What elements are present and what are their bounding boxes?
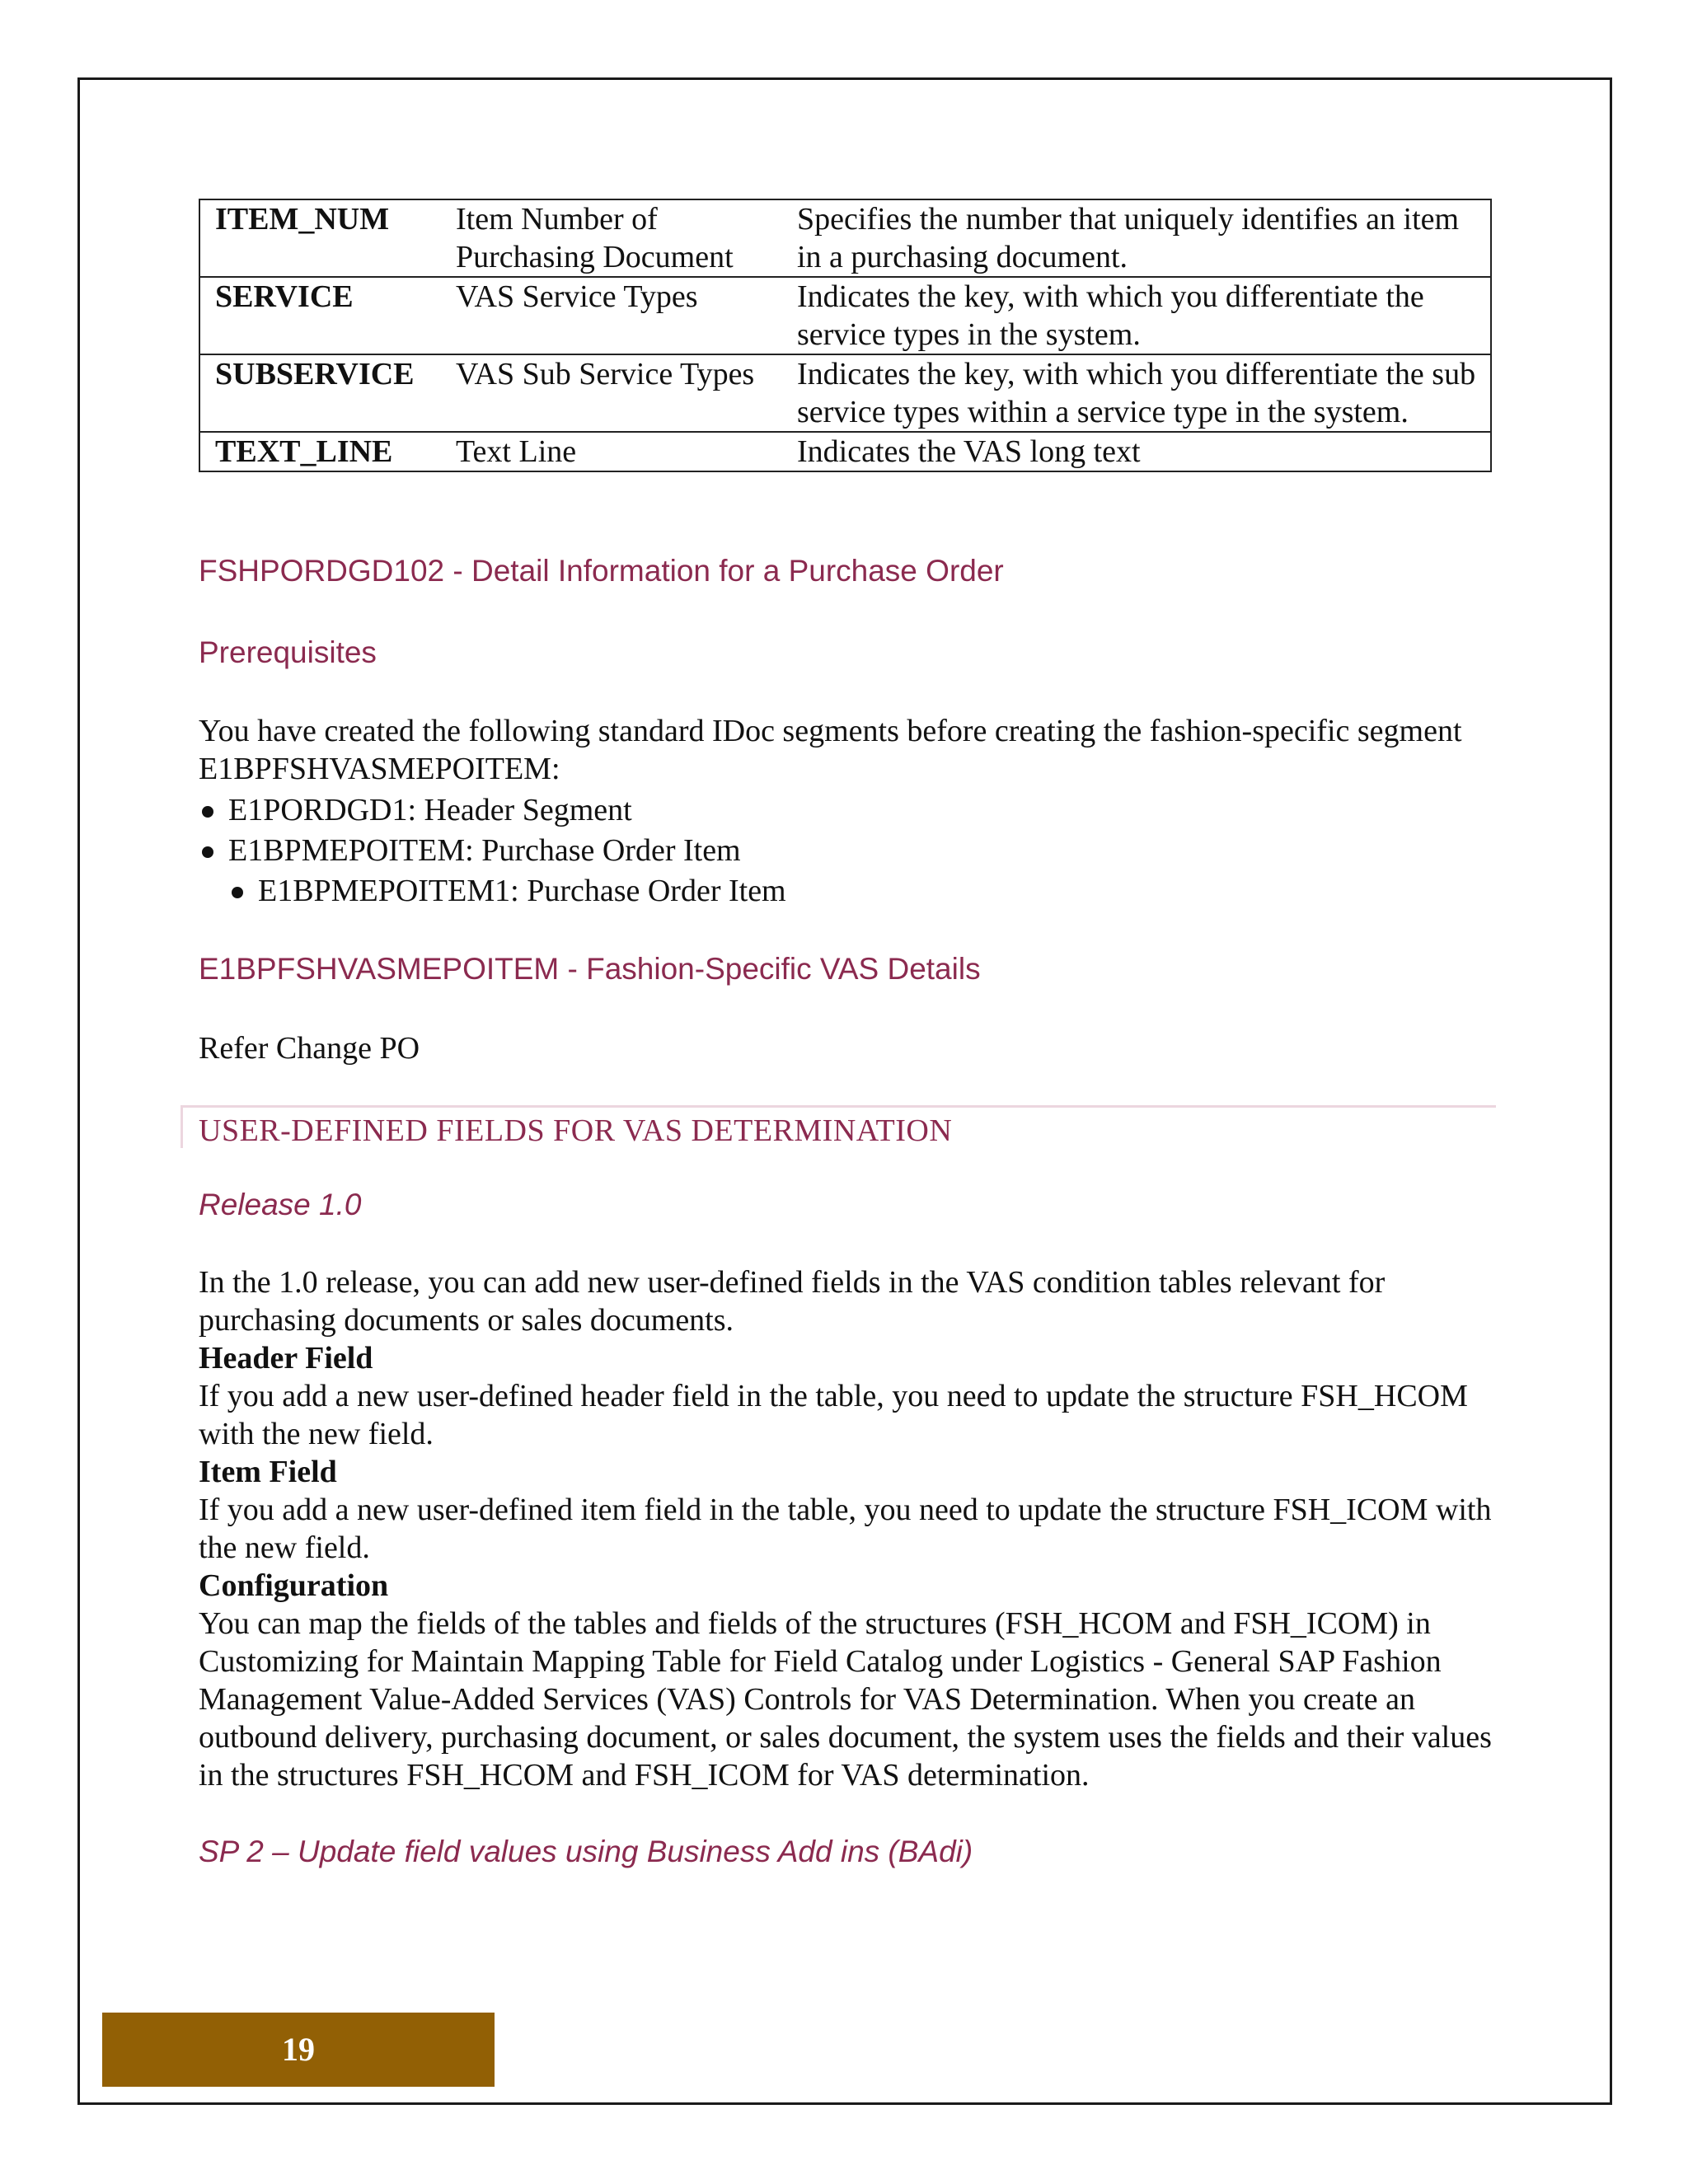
vas-details-heading: E1BPFSHVASMEPOITEM - Fashion-Specific VAS Details	[199, 952, 981, 986]
sp2-heading: SP 2 – Update field values using Business Add ins (BAdi)	[199, 1835, 973, 1868]
item-field-label: Item Field	[199, 1455, 337, 1489]
header-field-label: Header Field	[199, 1341, 373, 1376]
list-item: E1BPMEPOITEM1: Purchase Order Item	[199, 871, 786, 912]
page-number: 19	[282, 2031, 315, 2068]
field-details: Indicates the key, with which you differentiate the sub service types within a service type in the system.	[774, 354, 1491, 432]
table-row	[199, 432, 1491, 471]
list-item: E1BPMEPOITEM: Purchase Order Item	[199, 831, 786, 871]
configuration-text: You can map the fields of the tables and fields of the structures (FSH_HCOM and FSH_ICOM) in Customizing for Maintain Mapping Table for Field Catalog under Logistics - General SAP Fashion Management Value-Added Services (VAS) Controls for VAS Determination. When you create an outbound delivery, purchasing document, or sales document, the system uses the fields and their values in the structures FSH_HCOM and FSH_ICOM for VAS determination.	[199, 1606, 1492, 1793]
header-field-text: If you add a new user-defined header field in the table, you need to update the structure FSH_HCOM with the new field.	[199, 1379, 1468, 1451]
field-table	[199, 199, 1492, 472]
prerequisites-list	[199, 790, 786, 912]
release-text: In the 1.0 release, you can add new user-defined fields in the VAS condition tables relevant for purchasing documents or sales documents.	[199, 1265, 1386, 1338]
page-number-box	[102, 2013, 495, 2087]
table-row	[199, 354, 1491, 432]
section-title: USER-DEFINED FIELDS FOR VAS DETERMINATION	[199, 1113, 953, 1148]
prerequisites-heading: Prerequisites	[199, 635, 377, 669]
refer-text: Refer Change PO	[199, 1031, 420, 1066]
field-details: Indicates the VAS long text	[774, 432, 1491, 471]
field-name: ITEM_NUM	[199, 199, 443, 277]
field-description: Text Line	[443, 432, 774, 471]
field-description: VAS Sub Service Types	[443, 354, 774, 432]
field-name: TEXT_LINE	[199, 432, 443, 471]
field-name: SUBSERVICE	[199, 354, 443, 432]
field-description: Item Number of Purchasing Document	[443, 199, 774, 277]
field-name: SERVICE	[199, 277, 443, 354]
list-item: E1PORDGD1: Header Segment	[199, 790, 786, 831]
field-details: Indicates the key, with which you differentiate the service types in the system.	[774, 277, 1491, 354]
field-description: VAS Service Types	[443, 277, 774, 354]
table-row	[199, 277, 1491, 354]
release-heading: Release 1.0	[199, 1188, 362, 1221]
field-details: Specifies the number that uniquely identifies an item in a purchasing document.	[774, 199, 1491, 277]
prerequisites-text: You have created the following standard IDoc segments before creating the fashion-specific segment E1BPFSHVASMEPOITEM:	[199, 714, 1462, 786]
table-row	[199, 199, 1491, 277]
configuration-label: Configuration	[199, 1568, 389, 1603]
item-field-text: If you add a new user-defined item field in the table, you need to update the structure FSH_ICOM with the new field.	[199, 1493, 1492, 1565]
segment-heading: FSHPORDGD102 - Detail Information for a Purchase Order	[199, 554, 1004, 588]
